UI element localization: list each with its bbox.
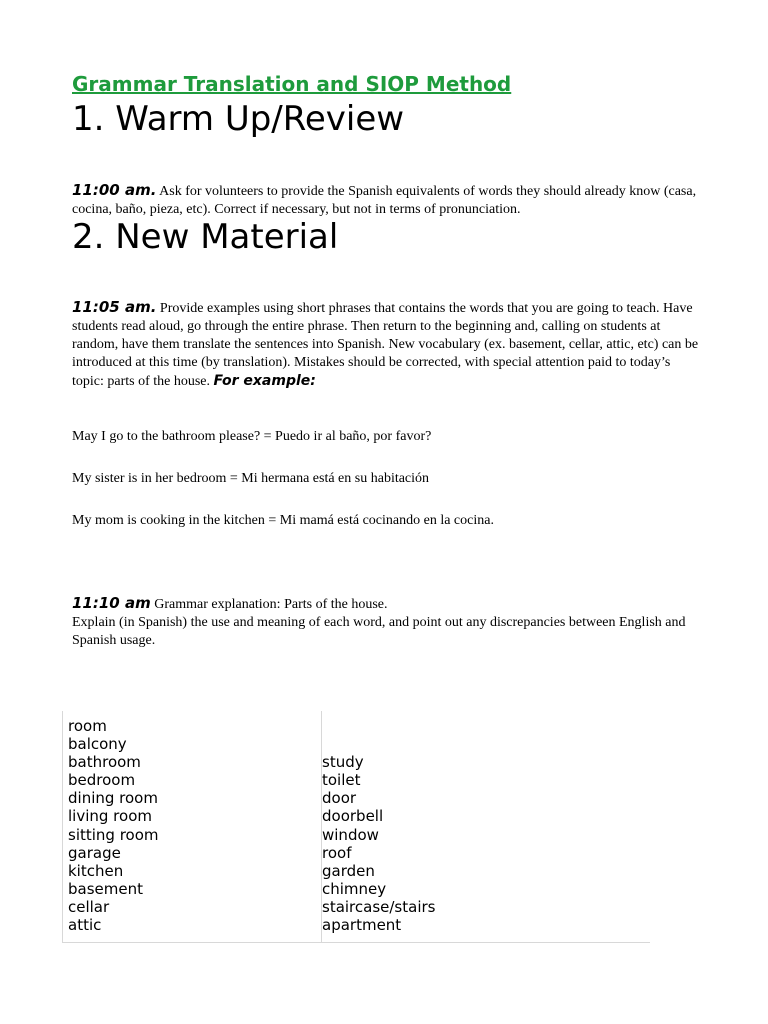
vocabulary-column-right: [322, 717, 435, 934]
vocab-word: bathroom: [68, 753, 141, 772]
vocab-word: bedroom: [68, 771, 136, 790]
vocab-word: [322, 735, 435, 753]
vocab-word: balcony: [68, 735, 127, 754]
vocab-word: study: [322, 753, 364, 772]
section-heading-new-material: 2. New Material: [72, 217, 339, 257]
section-heading-warm-up: 1. Warm Up/Review: [72, 99, 405, 139]
vocab-word: living room: [68, 807, 152, 826]
vocab-word: attic: [68, 916, 102, 935]
vocab-word: dining room: [68, 789, 158, 808]
vocab-word: door: [322, 789, 357, 808]
vocab-word: toilet: [322, 771, 361, 790]
vocab-word: window: [322, 825, 379, 844]
vocab-word: chimney: [322, 879, 387, 898]
vocab-word: garage: [68, 843, 121, 862]
paragraph-text: Provide examples using short phrases that contains the words that you are going to teach. Have students read aloud, go through the entire phrase. Then return to the beginning and, calling on students at random, have them translate the sentences into Spanish. New vocabulary (ex. basement, cellar, attic, etc) can be introduced at this time (by translation). Mistakes should be corrected, with special attention paid to today’s topic: parts of the house.: [72, 301, 699, 389]
vocab-word: cellar: [68, 897, 110, 916]
vocab-word: basement: [68, 879, 143, 898]
time-label: 11:10 am: [72, 594, 151, 612]
paragraph-text: Ask for volunteers to provide the Spanish equivalents of words they should already know (casa, cocina, baño, pieza, etc). Correct if necessary, but not in terms of pronunciation.: [72, 184, 697, 217]
time-label: 11:05 am.: [72, 298, 157, 316]
time-label: 11:00 am.: [72, 181, 157, 199]
table-border: [62, 711, 63, 942]
vocabulary-column-left: [68, 717, 159, 934]
document-title: Grammar Translation and SIOP Method: [72, 72, 512, 96]
vocab-word: doorbell: [322, 807, 384, 826]
vocab-word: garden: [322, 861, 375, 880]
example-sentence: May I go to the bathroom please? = Puedo ir al baño, por favor?: [72, 429, 432, 444]
vocab-word: roof: [322, 843, 352, 862]
example-sentence: My mom is cooking in the kitchen = Mi mamá está cocinando en la cocina.: [72, 513, 494, 528]
warm-up-paragraph: [72, 181, 702, 219]
vocab-word: kitchen: [68, 861, 124, 880]
vocab-word: sitting room: [68, 825, 159, 844]
vocab-word: room: [68, 717, 107, 735]
vocab-word: [322, 717, 435, 735]
example-label: For example:: [213, 373, 316, 389]
vocab-word: apartment: [322, 916, 402, 935]
example-sentence: My sister is in her bedroom = Mi hermana está en su habitación: [72, 471, 430, 486]
vocab-word: staircase/stairs: [322, 897, 436, 916]
paragraph-text: Explain (in Spanish) the use and meaning of each word, and point out any discrepancies between English and Spanish usage.: [72, 615, 686, 648]
new-material-paragraph: [72, 298, 702, 391]
paragraph-lead: Grammar explanation: Parts of the house.: [154, 597, 388, 612]
grammar-explanation-paragraph: [72, 594, 702, 650]
